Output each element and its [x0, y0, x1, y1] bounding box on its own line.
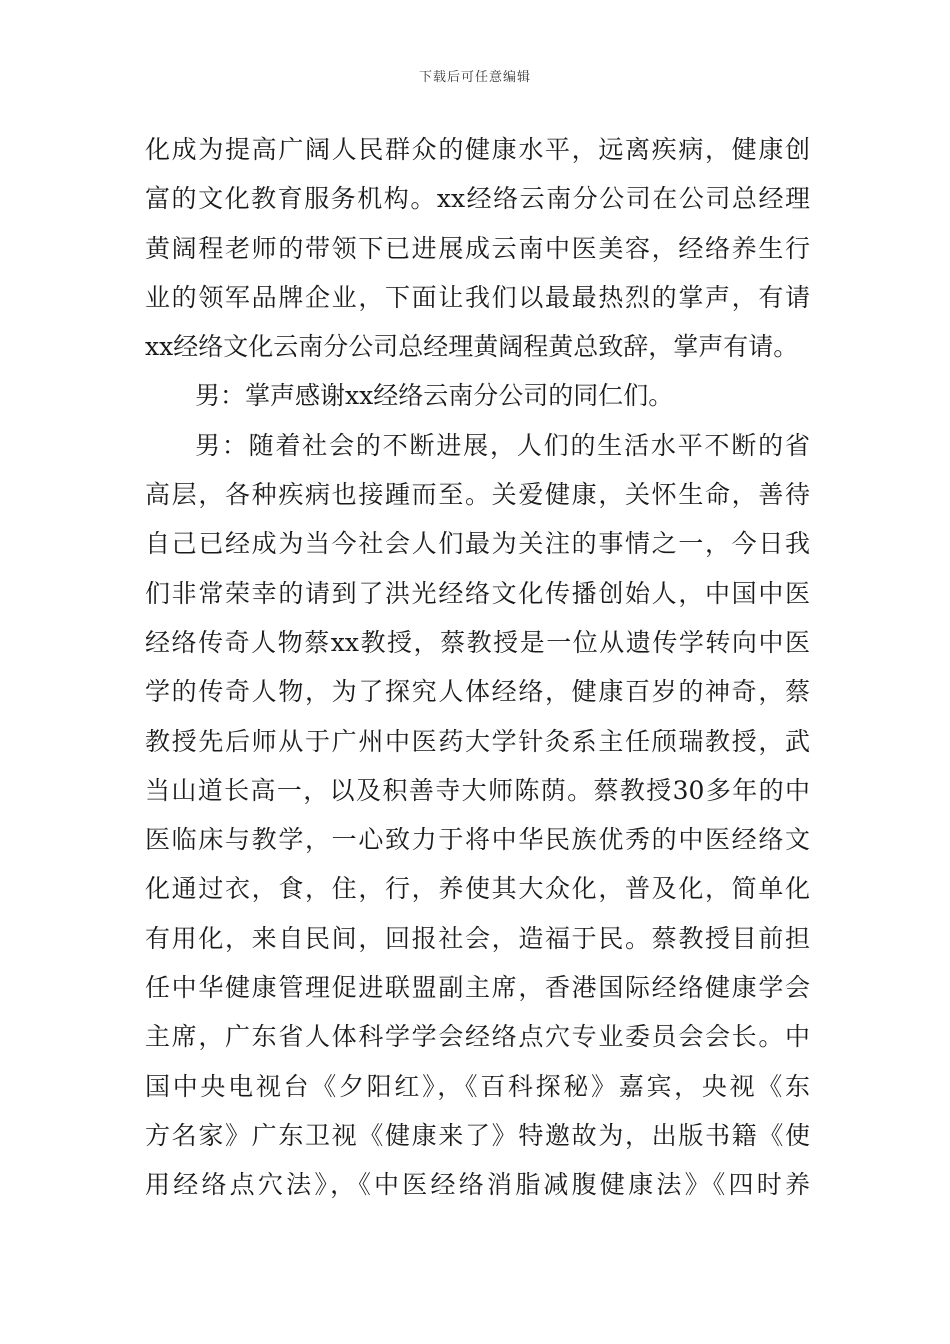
text-line: 自己已经成为当今社会人们最为关注的事情之一，今日我 [145, 529, 810, 559]
text-line: 们非常荣幸的请到了洪光经络文化传播创始人，中国中医 [145, 578, 810, 608]
document-body [145, 125, 810, 1210]
text-line: 化通过衣，食，住，行，养使其大众化，普及化，简单化 [145, 874, 810, 904]
text-line: 任中华健康管理促进联盟副主席，香港国际经络健康学会 [145, 973, 810, 1003]
text-line: 高层，各种疾病也接踵而至。关爱健康，关怀生命，善待 [145, 480, 810, 510]
text-line: 主席，广东省人体科学学会经络点穴专业委员会会长。中 [145, 1022, 810, 1052]
text-line: 经络传奇人物蔡xx教授，蔡教授是一位从遗传学转向中医 [145, 627, 810, 657]
page-header: 下载后可任意编辑 [418, 70, 531, 85]
text-line: 当山道长高一，以及积善寺大师陈荫。蔡教授30多年的中 [145, 775, 810, 805]
text-line: 男：随着社会的不断进展，人们的生活水平不断的省 [195, 430, 810, 460]
text-line: 业的领军品牌企业，下面让我们以最最热烈的掌声，有请 [145, 282, 810, 312]
text-line: 黄阔程老师的带领下已进展成云南中医美容，经络养生行 [145, 233, 810, 263]
text-line: 有用化，来自民间，回报社会，造福于民。蔡教授目前担 [145, 923, 810, 953]
text-line: 化成为提高广阔人民群众的健康水平，远离疾病，健康创 [145, 135, 810, 164]
text-line: xx经络文化云南分公司总经理黄阔程黄总致辞，掌声有请。 [145, 332, 799, 362]
text-line: 方名家》广东卫视《健康来了》特邀故为，出版书籍《使 [145, 1120, 810, 1150]
text-line: 教授先后师从于广州中医药大学针灸系主任颀瑞教授，武 [145, 726, 810, 756]
text-line: 学的传奇人物，为了探究人体经络，健康百岁的神奇，蔡 [145, 677, 810, 707]
text-line: 富的文化教育服务机构。xx经络云南分公司在公司总经理 [145, 184, 810, 214]
text-line: 男：掌声感谢xx经络云南分公司的同仁们。 [195, 381, 674, 411]
text-line: 国中央电视台《夕阳红》，《百科探秘》嘉宾，央视《东 [145, 1071, 810, 1101]
text-line: 用经络点穴法》，《中医经络消脂减腹健康法》《四时养 [145, 1170, 810, 1200]
text-line: 医临床与教学，一心致力于将中华民族优秀的中医经络文 [145, 825, 810, 855]
